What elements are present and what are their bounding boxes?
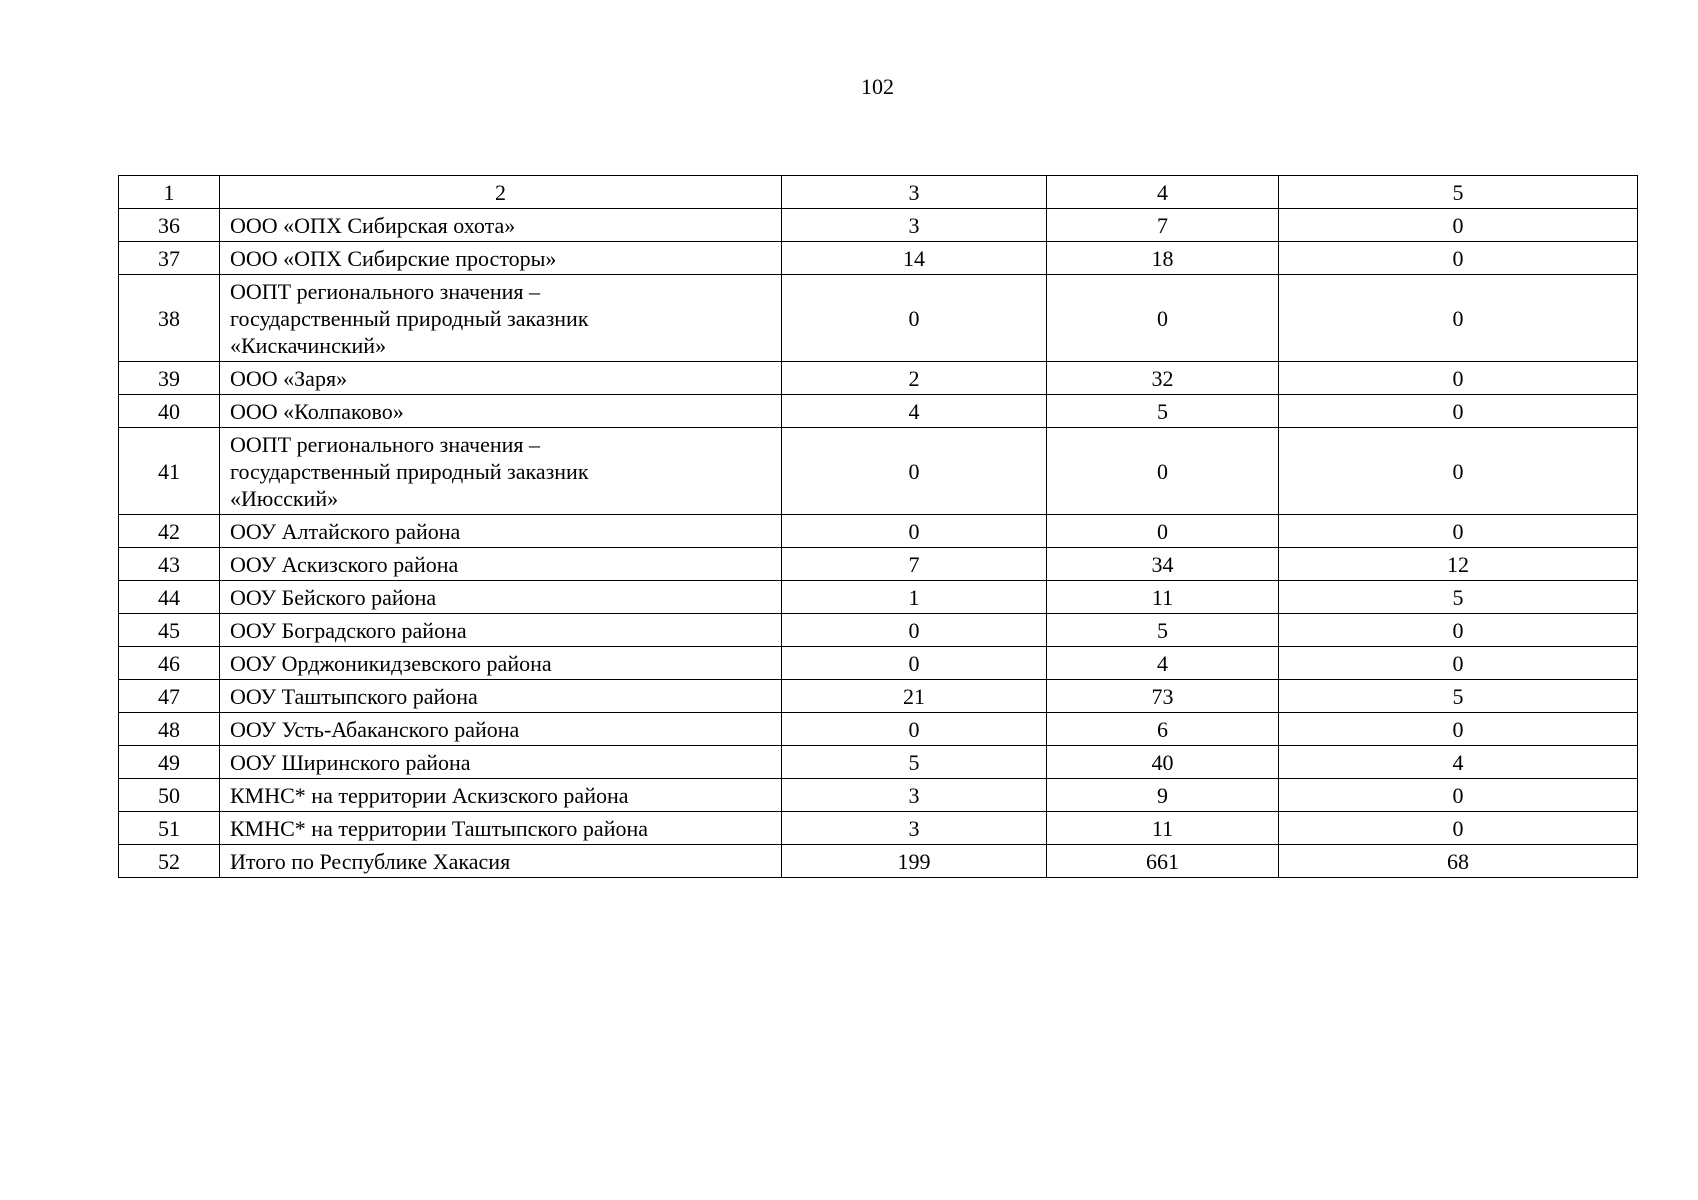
column-5-value-cell: 0 — [1279, 515, 1638, 548]
column-4-value-cell: 7 — [1047, 209, 1279, 242]
column-4-value-cell: 6 — [1047, 713, 1279, 746]
row-number-cell: 51 — [119, 812, 220, 845]
organization-name-cell — [220, 779, 782, 812]
table-row — [119, 647, 1638, 680]
organization-name-line: ООПТ регионального значения – — [230, 431, 540, 457]
column-5-value-cell: 12 — [1279, 548, 1638, 581]
table-body — [119, 176, 1638, 878]
page-number: 102 — [861, 74, 894, 99]
organization-name-cell — [220, 428, 782, 515]
organization-name-cell — [220, 362, 782, 395]
table-row — [119, 812, 1638, 845]
organization-name-line: «Июсский» — [230, 485, 339, 511]
column-3-value-cell: 4 — [782, 395, 1047, 428]
column-number-cell: 5 — [1279, 176, 1638, 209]
column-5-value-cell: 68 — [1279, 845, 1638, 878]
column-4-value-cell: 73 — [1047, 680, 1279, 713]
row-number-cell: 40 — [119, 395, 220, 428]
row-number-cell: 46 — [119, 647, 220, 680]
organization-name-cell — [220, 713, 782, 746]
column-3-value-cell: 3 — [782, 209, 1047, 242]
column-3-value-cell: 3 — [782, 812, 1047, 845]
organization-name-line: ООУ Орджоникидзевского района — [230, 650, 552, 676]
table-row — [119, 275, 1638, 362]
organization-name-line: ООО «Заря» — [230, 365, 348, 391]
table-row — [119, 713, 1638, 746]
organization-name-line: ООО «Колпаково» — [230, 398, 404, 424]
organization-name-cell — [220, 548, 782, 581]
organization-name-line: государственный природный заказник — [230, 305, 589, 331]
column-4-value-cell: 9 — [1047, 779, 1279, 812]
table-row — [119, 746, 1638, 779]
organization-name-line: ООО «ОПХ Сибирские просторы» — [230, 245, 557, 271]
organization-name-line: ООУ Алтайского района — [230, 518, 461, 544]
column-4-value-cell: 0 — [1047, 275, 1279, 362]
column-4-value-cell: 661 — [1047, 845, 1279, 878]
column-3-value-cell: 0 — [782, 275, 1047, 362]
organization-name-line: ООУ Усть-Абаканского района — [230, 716, 520, 742]
organization-name-line: «Кискачинский» — [230, 332, 387, 358]
column-3-value-cell: 21 — [782, 680, 1047, 713]
column-5-value-cell: 0 — [1279, 812, 1638, 845]
table-row — [119, 581, 1638, 614]
column-5-value-cell: 4 — [1279, 746, 1638, 779]
organization-name-cell — [220, 242, 782, 275]
table-row — [119, 680, 1638, 713]
row-number-cell: 50 — [119, 779, 220, 812]
organization-name-line: ООУ Ширинского района — [230, 749, 471, 775]
organization-name-line: КМНС* на территории Аскизского района — [230, 782, 629, 808]
column-5-value-cell: 0 — [1279, 242, 1638, 275]
table-row — [119, 515, 1638, 548]
row-number-cell: 38 — [119, 275, 220, 362]
column-3-value-cell: 7 — [782, 548, 1047, 581]
row-number-cell: 43 — [119, 548, 220, 581]
row-number-cell: 47 — [119, 680, 220, 713]
table-row — [119, 209, 1638, 242]
column-4-value-cell: 18 — [1047, 242, 1279, 275]
column-4-value-cell: 5 — [1047, 614, 1279, 647]
organization-name-cell — [220, 845, 782, 878]
column-4-value-cell: 34 — [1047, 548, 1279, 581]
column-4-value-cell: 32 — [1047, 362, 1279, 395]
column-3-value-cell: 1 — [782, 581, 1047, 614]
column-4-value-cell: 11 — [1047, 581, 1279, 614]
organization-name-line: КМНС* на территории Таштыпского района — [230, 815, 649, 841]
column-4-value-cell: 0 — [1047, 515, 1279, 548]
column-3-value-cell: 0 — [782, 614, 1047, 647]
data-table — [118, 175, 1638, 878]
organization-name-line: ООУ Боградского района — [230, 617, 467, 643]
column-5-value-cell: 0 — [1279, 209, 1638, 242]
column-3-value-cell: 0 — [782, 515, 1047, 548]
row-number-cell: 48 — [119, 713, 220, 746]
column-5-value-cell: 0 — [1279, 275, 1638, 362]
organization-name-cell — [220, 647, 782, 680]
column-5-value-cell: 0 — [1279, 362, 1638, 395]
column-3-value-cell: 0 — [782, 647, 1047, 680]
row-number-cell: 41 — [119, 428, 220, 515]
column-number-cell: 3 — [782, 176, 1047, 209]
row-number-cell: 44 — [119, 581, 220, 614]
organization-name-cell — [220, 680, 782, 713]
table-row — [119, 395, 1638, 428]
column-3-value-cell: 199 — [782, 845, 1047, 878]
column-5-value-cell: 5 — [1279, 680, 1638, 713]
column-number-cell: 4 — [1047, 176, 1279, 209]
column-5-value-cell: 0 — [1279, 713, 1638, 746]
organization-name-cell — [220, 581, 782, 614]
organization-name-cell — [220, 395, 782, 428]
column-3-value-cell: 3 — [782, 779, 1047, 812]
row-number-cell: 49 — [119, 746, 220, 779]
organization-name-cell — [220, 515, 782, 548]
column-5-value-cell: 0 — [1279, 647, 1638, 680]
row-number-cell: 42 — [119, 515, 220, 548]
column-5-value-cell: 0 — [1279, 428, 1638, 515]
column-5-value-cell: 0 — [1279, 779, 1638, 812]
table-row — [119, 428, 1638, 515]
column-number-cell: 2 — [220, 176, 782, 209]
table-row — [119, 548, 1638, 581]
column-3-value-cell: 2 — [782, 362, 1047, 395]
row-number-cell: 45 — [119, 614, 220, 647]
row-number-cell: 37 — [119, 242, 220, 275]
table-row — [119, 242, 1638, 275]
table-row — [119, 845, 1638, 878]
column-number-row — [119, 176, 1638, 209]
table-row — [119, 779, 1638, 812]
organization-name-line: ООУ Бейского района — [230, 584, 437, 610]
column-5-value-cell: 0 — [1279, 395, 1638, 428]
column-5-value-cell: 5 — [1279, 581, 1638, 614]
column-5-value-cell: 0 — [1279, 614, 1638, 647]
column-4-value-cell: 11 — [1047, 812, 1279, 845]
column-3-value-cell: 0 — [782, 713, 1047, 746]
column-3-value-cell: 14 — [782, 242, 1047, 275]
column-number-cell: 1 — [119, 176, 220, 209]
organization-name-line: ООУ Таштыпского района — [230, 683, 478, 709]
row-number-cell: 52 — [119, 845, 220, 878]
row-number-cell: 36 — [119, 209, 220, 242]
organization-name-cell — [220, 275, 782, 362]
organization-name-cell — [220, 614, 782, 647]
column-4-value-cell: 40 — [1047, 746, 1279, 779]
organization-name-cell — [220, 812, 782, 845]
column-4-value-cell: 5 — [1047, 395, 1279, 428]
organization-name-cell — [220, 209, 782, 242]
organization-name-line: ООУ Аскизского района — [230, 551, 459, 577]
column-3-value-cell: 5 — [782, 746, 1047, 779]
organization-name-line: ООО «ОПХ Сибирская охота» — [230, 212, 516, 238]
table-row — [119, 614, 1638, 647]
column-3-value-cell: 0 — [782, 428, 1047, 515]
organization-name-line: государственный природный заказник — [230, 458, 589, 484]
organization-name-line: ООПТ регионального значения – — [230, 278, 540, 304]
column-4-value-cell: 4 — [1047, 647, 1279, 680]
column-4-value-cell: 0 — [1047, 428, 1279, 515]
row-number-cell: 39 — [119, 362, 220, 395]
organization-name-line: Итого по Республике Хакасия — [230, 848, 511, 874]
table-row — [119, 362, 1638, 395]
organization-name-cell — [220, 746, 782, 779]
